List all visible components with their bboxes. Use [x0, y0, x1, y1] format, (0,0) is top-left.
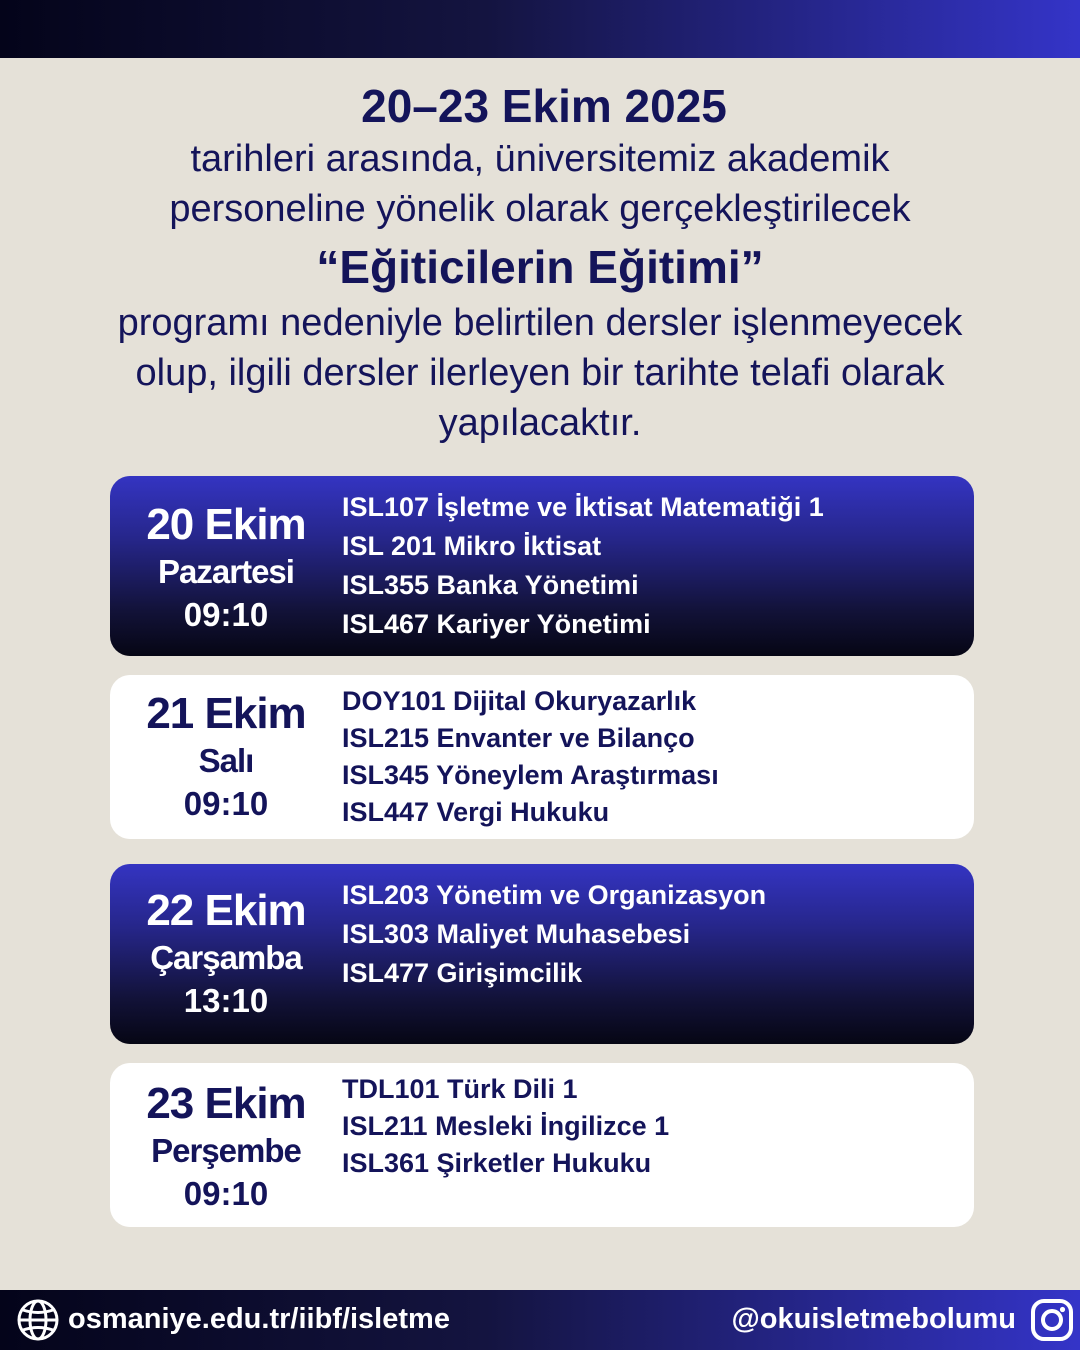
- course-item: ISL361 Şirketler Hukuku: [342, 1148, 652, 1178]
- course-list: [342, 675, 719, 839]
- day-time: 09:10: [183, 596, 269, 633]
- date-range-heading: 20–23 Ekim 2025: [361, 80, 727, 132]
- schedule-card-tuesday: [110, 675, 974, 839]
- course-item: ISL477 Girişimcilik: [342, 958, 583, 988]
- day-info: [110, 864, 342, 1044]
- schedule-card-thursday: [110, 1063, 974, 1227]
- course-item: ISL303 Maliyet Muhasebesi: [342, 919, 691, 949]
- schedule-card-monday: [110, 476, 974, 656]
- footer-bar: [0, 1290, 1080, 1350]
- course-list: [342, 476, 824, 656]
- announcement-text: [0, 78, 1080, 448]
- course-item: TDL101 Türk Dili 1: [342, 1074, 578, 1104]
- top-banner: [0, 0, 1080, 58]
- day-date: 20 Ekim: [146, 500, 306, 549]
- course-item: ISL215 Envanter ve Bilanço: [342, 723, 695, 753]
- course-item: ISL447 Vergi Hukuku: [342, 797, 610, 827]
- course-item: ISL203 Yönetim ve Organizasyon: [342, 880, 767, 910]
- instagram-handle[interactable]: @okuisletmebolumu: [731, 1303, 1016, 1335]
- instagram-icon[interactable]: [1030, 1298, 1074, 1342]
- website-link[interactable]: osmaniye.edu.tr/iibf/isletme: [68, 1303, 450, 1335]
- intro-line-2: personeline yönelik olarak gerçekleştirilecek: [169, 188, 911, 230]
- day-name: Salı: [198, 742, 254, 779]
- day-time: 09:10: [183, 785, 269, 822]
- day-name: Perşembe: [151, 1132, 301, 1169]
- course-item: ISL 201 Mikro İktisat: [342, 531, 602, 561]
- course-item: ISL211 Mesleki İngilizce 1: [342, 1111, 670, 1141]
- day-time: 13:10: [183, 982, 269, 1019]
- course-item: ISL107 İşletme ve İktisat Matematiği 1: [342, 492, 824, 522]
- course-list: [342, 1063, 669, 1227]
- globe-icon: [16, 1298, 60, 1342]
- day-date: 23 Ekim: [146, 1079, 306, 1128]
- intro-line-4: olup, ilgili dersler ilerleyen bir tarihte telafi olarak: [135, 352, 945, 394]
- day-date: 21 Ekim: [146, 689, 306, 738]
- day-info: [110, 1063, 342, 1227]
- intro-line-5: yapılacaktır.: [438, 402, 642, 444]
- course-item: ISL345 Yöneylem Araştırması: [342, 760, 719, 790]
- program-title: “Eğiticilerin Eğitimi”: [316, 241, 764, 293]
- course-list: [342, 864, 766, 1044]
- course-item: DOY101 Dijital Okuryazarlık: [342, 686, 697, 716]
- schedule-card-wednesday: [110, 864, 974, 1044]
- day-time: 09:10: [183, 1175, 269, 1212]
- day-info: [110, 675, 342, 839]
- day-name: Pazartesi: [158, 553, 294, 590]
- day-info: [110, 476, 342, 656]
- intro-line-3: programı nedeniyle belirtilen dersler işlenmeyecek: [117, 302, 963, 344]
- day-name: Çarşamba: [150, 939, 302, 976]
- day-date: 22 Ekim: [146, 886, 306, 935]
- course-item: ISL355 Banka Yönetimi: [342, 570, 639, 600]
- course-item: ISL467 Kariyer Yönetimi: [342, 609, 651, 639]
- intro-line-1: tarihleri arasında, üniversitemiz akademik: [190, 138, 890, 180]
